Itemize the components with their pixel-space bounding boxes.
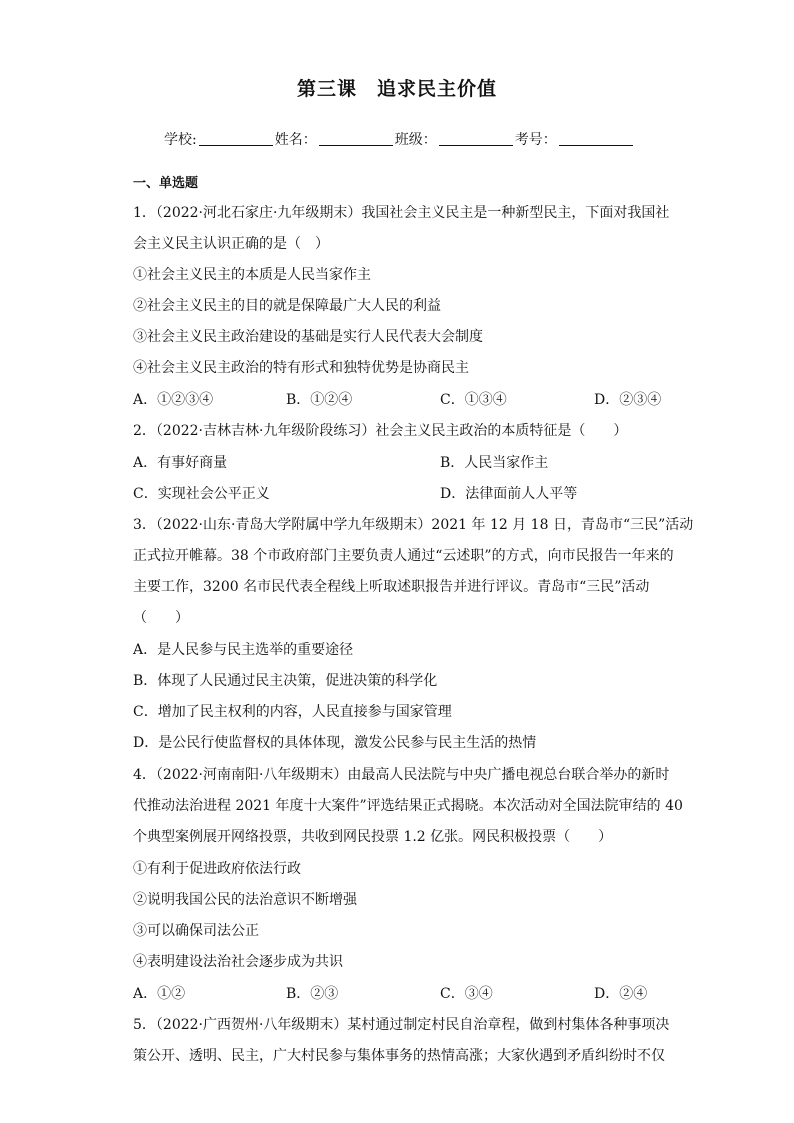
q4-statement-1: ①有利于促进政府依法行政	[133, 861, 301, 877]
q4-statement-2: ②说明我国公民的法治意识不断增强	[133, 892, 357, 908]
q4-option-a[interactable]: A．①②	[133, 986, 186, 1002]
school-label: 学校:	[164, 132, 197, 148]
page-title: 第三课 追求民主价值	[296, 78, 497, 100]
q4-option-d[interactable]: D．②④	[594, 986, 648, 1002]
q5-stem-line-2: 策公开、透明、民主，广大村民参与集体事务的热情高涨；大家伙遇到矛盾纠纷时不仅	[133, 1048, 665, 1064]
q2-option-d[interactable]: D．法律面前人人平等	[440, 486, 578, 502]
q2-stem-line-1: 2．（2022·吉林吉林·九年级阶段练习）社会主义民主政治的本质特征是（ ）	[133, 423, 628, 439]
q3-option-b[interactable]: B．体现了人民通过民主决策，促进决策的科学化	[133, 673, 438, 689]
q3-option-d[interactable]: D．是公民行使监督权的具体体现，激发公民参与民主生活的热情	[133, 735, 537, 751]
q1-option-a[interactable]: A．①②③④	[133, 392, 214, 408]
class-label: 班级：	[394, 132, 437, 148]
q4-stem-line-3: 个典型案例展开网络投票，共收到网民投票 1.2 亿张。网民积极投票（ ）	[133, 829, 613, 845]
q1-statement-4: ④社会主义民主政治的特有形式和独特优势是协商民主	[133, 360, 469, 376]
q1-statement-2: ②社会主义民主的目的就是保障最广大人民的利益	[133, 298, 441, 314]
q1-option-d[interactable]: D．②③④	[594, 392, 662, 408]
q1-statement-1: ①社会主义民主的本质是人民当家作主	[133, 267, 371, 283]
q4-stem-line-1: 4．（2022·河南南阳·八年级期末）由最高人民法院与中央广播电视总台联合举办的新时	[133, 767, 670, 783]
q3-stem-line-1: 3．（2022·山东·青岛大学附属中学九年级期末）2021 年 12 月 18 日，青岛市“三民”活动	[133, 517, 694, 533]
q3-stem-line-2: 正式拉开帷幕。38 个市政府部门主要负责人通过“云述职”的方式，向市民报告一年来的	[133, 548, 674, 564]
q1-statement-3: ③社会主义民主政治建设的基础是实行人民代表大会制度	[133, 329, 483, 345]
q4-option-c[interactable]: C．③④	[440, 986, 493, 1002]
q4-statement-3: ③可以确保司法公正	[133, 923, 259, 939]
q1-option-c[interactable]: C．①③④	[440, 392, 507, 408]
q5-stem-line-1: 5．（2022·广西贺州·八年级期末）某村通过制定村民自治章程，做到村集体各种事项决	[133, 1017, 670, 1033]
section-heading: 一、单选题	[133, 176, 199, 191]
q3-option-c[interactable]: C．增加了民主权利的内容，人民直接参与国家管理	[133, 704, 452, 720]
q3-stem-line-3: 主要工作，3200 名市民代表全程线上听取述职报告并进行评议。青岛市“三民”活动	[133, 579, 650, 595]
q2-option-b[interactable]: B．人民当家作主	[440, 455, 549, 471]
q4-statement-4: ④表明建设法治社会逐步成为共识	[133, 954, 343, 970]
q4-option-b[interactable]: B．②③	[286, 986, 339, 1002]
q3-stem-line-4: （ ）	[133, 610, 189, 626]
q2-option-a[interactable]: A．有事好商量	[133, 455, 228, 471]
number-blank[interactable]	[559, 131, 633, 146]
q3-option-a[interactable]: A．是人民参与民主选举的重要途径	[133, 642, 354, 658]
name-label: 姓名：	[274, 132, 317, 148]
q1-stem-line-2: 会主义民主认识正确的是（ ）	[133, 236, 329, 252]
student-info-row	[164, 129, 635, 149]
name-blank[interactable]	[319, 131, 393, 146]
q2-option-c[interactable]: C．实现社会公平正义	[133, 486, 270, 502]
q1-option-b[interactable]: B．①②④	[286, 392, 353, 408]
q1-stem-line-1: 1．（2022·河北石家庄·九年级期末）我国社会主义民主是一种新型民主，下面对我国社	[133, 205, 670, 221]
number-label: 考号：	[514, 132, 557, 148]
class-blank[interactable]	[439, 131, 513, 146]
school-blank[interactable]	[199, 131, 273, 146]
q4-stem-line-2: 代推动法治进程 2021 年度十大案件”评选结果正式揭晓。本次活动对全国法院审结的 40	[133, 798, 683, 814]
